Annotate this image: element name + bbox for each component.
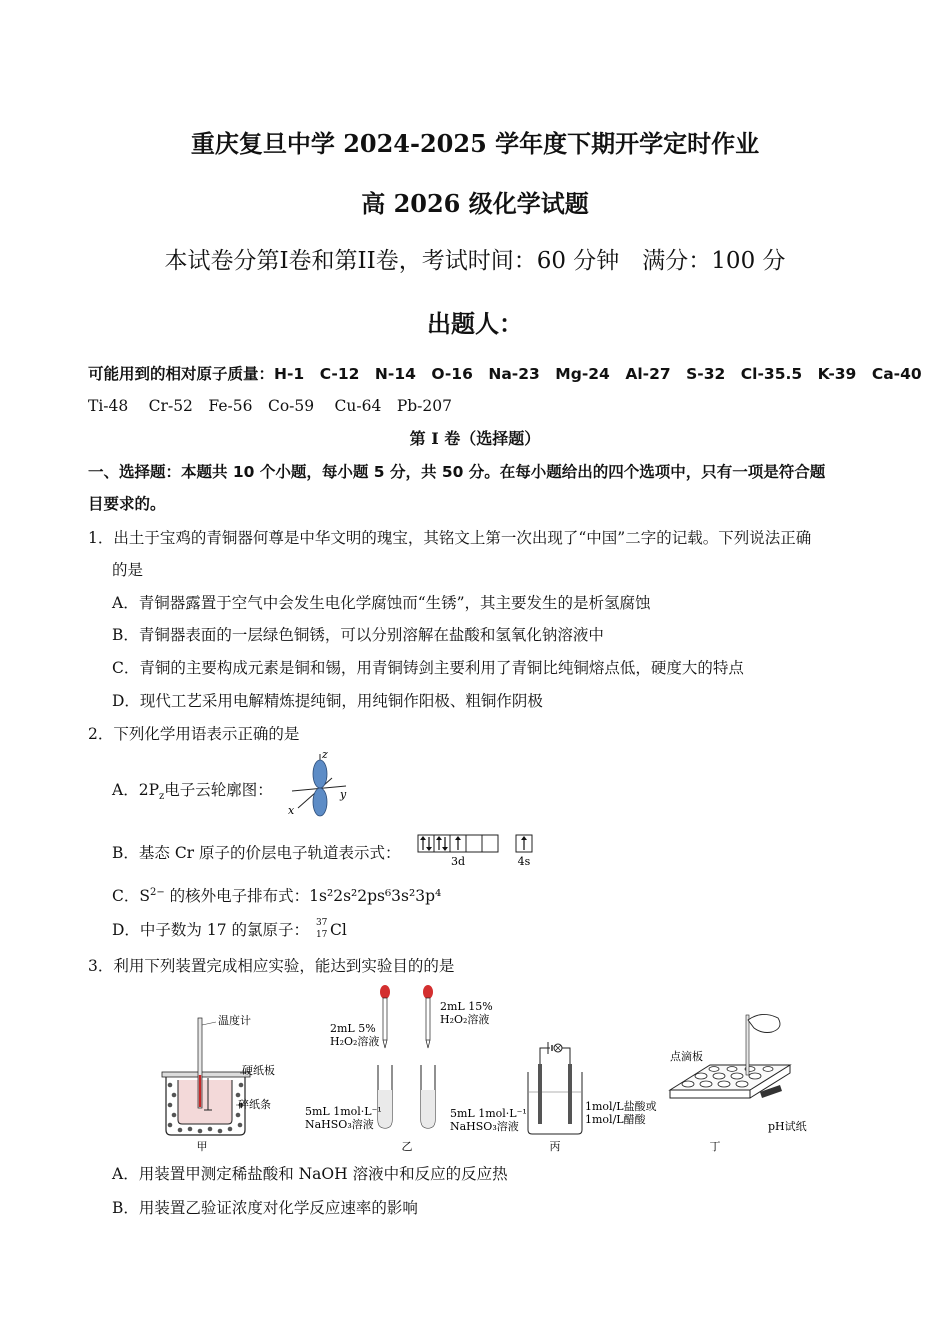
axis-z-label: z: [322, 748, 328, 761]
svg-text:NaHSO₃溶液: NaHSO₃溶液: [305, 1118, 374, 1131]
pz-orbital-diagram: [284, 748, 354, 820]
svg-text:pH试纸: pH试纸: [768, 1120, 807, 1133]
q3-stem: 3．利用下列装置完成相应实验，能达到实验目的的是: [88, 957, 455, 975]
section-instruction-2: 目要求的。: [88, 495, 166, 513]
q2-option-b: B．基态 Cr 原子的价层电子轨道表示式：: [112, 844, 401, 862]
atomic-mass-line-2: Ti-48 Cr-52 Fe-56 Co-59 Cu-64 Pb-207: [88, 397, 453, 415]
section-title: 第 I 卷（选择题）: [409, 429, 541, 448]
svg-text:2mL 5%: 2mL 5%: [330, 1022, 376, 1035]
q3-apparatus-figure: [150, 980, 820, 1155]
q3-option-b: B．用装置乙验证浓度对化学反应速率的影响: [112, 1199, 418, 1217]
axis-y-label: y: [340, 788, 347, 801]
svg-text:碎纸条: 碎纸条: [238, 1098, 271, 1111]
q2-option-c: C．$S^{2-}$ 的核外电子排布式：1s²2s²2ps⁶3s²3p⁴: [112, 886, 442, 905]
apparatus-jia: [162, 1013, 275, 1153]
svg-text:甲: 甲: [196, 1140, 208, 1153]
q2-stem: 2．下列化学用语表示正确的是: [88, 725, 300, 743]
q1-stem-line-2: 的是: [112, 561, 144, 579]
q1-option-a: A．青铜器露置于空气中会发生电化学腐蚀而“生锈”，其主要发生的是析氢腐蚀: [112, 594, 651, 612]
author-line: 出题人：: [427, 309, 523, 338]
svg-text:2mL 15%: 2mL 15%: [440, 1000, 493, 1013]
q2-option-d: D．中子数为 17 的氯原子： 37 17 Cl: [112, 918, 347, 940]
apparatus-yi: [305, 985, 527, 1153]
q1-option-c: C．青铜的主要构成元素是铜和锡，用青铜铸剑主要利用了青铜比纯铜熔点低，硬度大的特点: [112, 659, 744, 677]
svg-text:NaHSO₃溶液: NaHSO₃溶液: [450, 1120, 519, 1133]
svg-text:乙: 乙: [401, 1140, 413, 1153]
svg-text:1mol/L醋酸: 1mol/L醋酸: [585, 1113, 646, 1126]
section-instruction-1: 一、选择题：本题共 10 个小题，每小题 5 分，共 50 分。在每小题给出的四个选项中，只有一项是符合题: [88, 463, 826, 481]
q2-option-a: A．$2P_z$电子云轮廓图：: [112, 781, 273, 803]
cr-orbital-diagram: [412, 832, 542, 868]
q3-option-a: A．用装置甲测定稀盐酸和 NaOH 溶液中和反应的反应热: [112, 1165, 508, 1183]
label-4s: 4s: [517, 855, 531, 868]
svg-text:5mL 1mol·L⁻¹: 5mL 1mol·L⁻¹: [305, 1105, 382, 1118]
svg-text:丙: 丙: [549, 1140, 561, 1153]
label-3d: 3d: [450, 855, 466, 868]
svg-text:H₂O₂溶液: H₂O₂溶液: [440, 1013, 490, 1026]
svg-text:温度计: 温度计: [218, 1014, 251, 1027]
q1-option-d: D．现代工艺采用电解精炼提纯铜，用纯铜作阳极、粗铜作阴极: [112, 692, 543, 710]
school-title: 重庆复旦中学 2024-2025 学年度下期开学定时作业: [190, 129, 760, 158]
svg-text:H₂O₂溶液: H₂O₂溶液: [330, 1035, 380, 1048]
q1-option-b: B．青铜器表面的一层绿色铜锈，可以分别溶解在盐酸和氢氧化钠溶液中: [112, 626, 604, 644]
axis-x-label: x: [288, 804, 295, 817]
svg-text:5mL 1mol·L⁻¹: 5mL 1mol·L⁻¹: [450, 1107, 527, 1120]
exam-info: 本试卷分第I卷和第II卷，考试时间：60 分钟 满分：100 分: [164, 248, 786, 274]
svg-text:1mol/L盐酸或: 1mol/L盐酸或: [585, 1100, 657, 1113]
svg-text:丁: 丁: [709, 1140, 721, 1153]
apparatus-bing: [528, 1042, 657, 1153]
svg-text:硬纸板: 硬纸板: [242, 1064, 275, 1077]
q1-stem-line-1: 1．出土于宝鸡的青铜器何尊是中华文明的瑰宝，其铭文上第一次出现了“中国”二字的记载。下列说法正确: [88, 529, 812, 547]
atomic-mass-line-1: 可能用到的相对原子质量：H-1 C-12 N-14 O-16 Na-23 Mg-24 Al-27 S-32 Cl-35.5 K-39 Ca-40: [88, 365, 922, 383]
exam-title: 高 2026 级化学试题: [361, 189, 589, 218]
apparatus-ding: [670, 1014, 807, 1153]
svg-text:点滴板: 点滴板: [670, 1050, 703, 1063]
